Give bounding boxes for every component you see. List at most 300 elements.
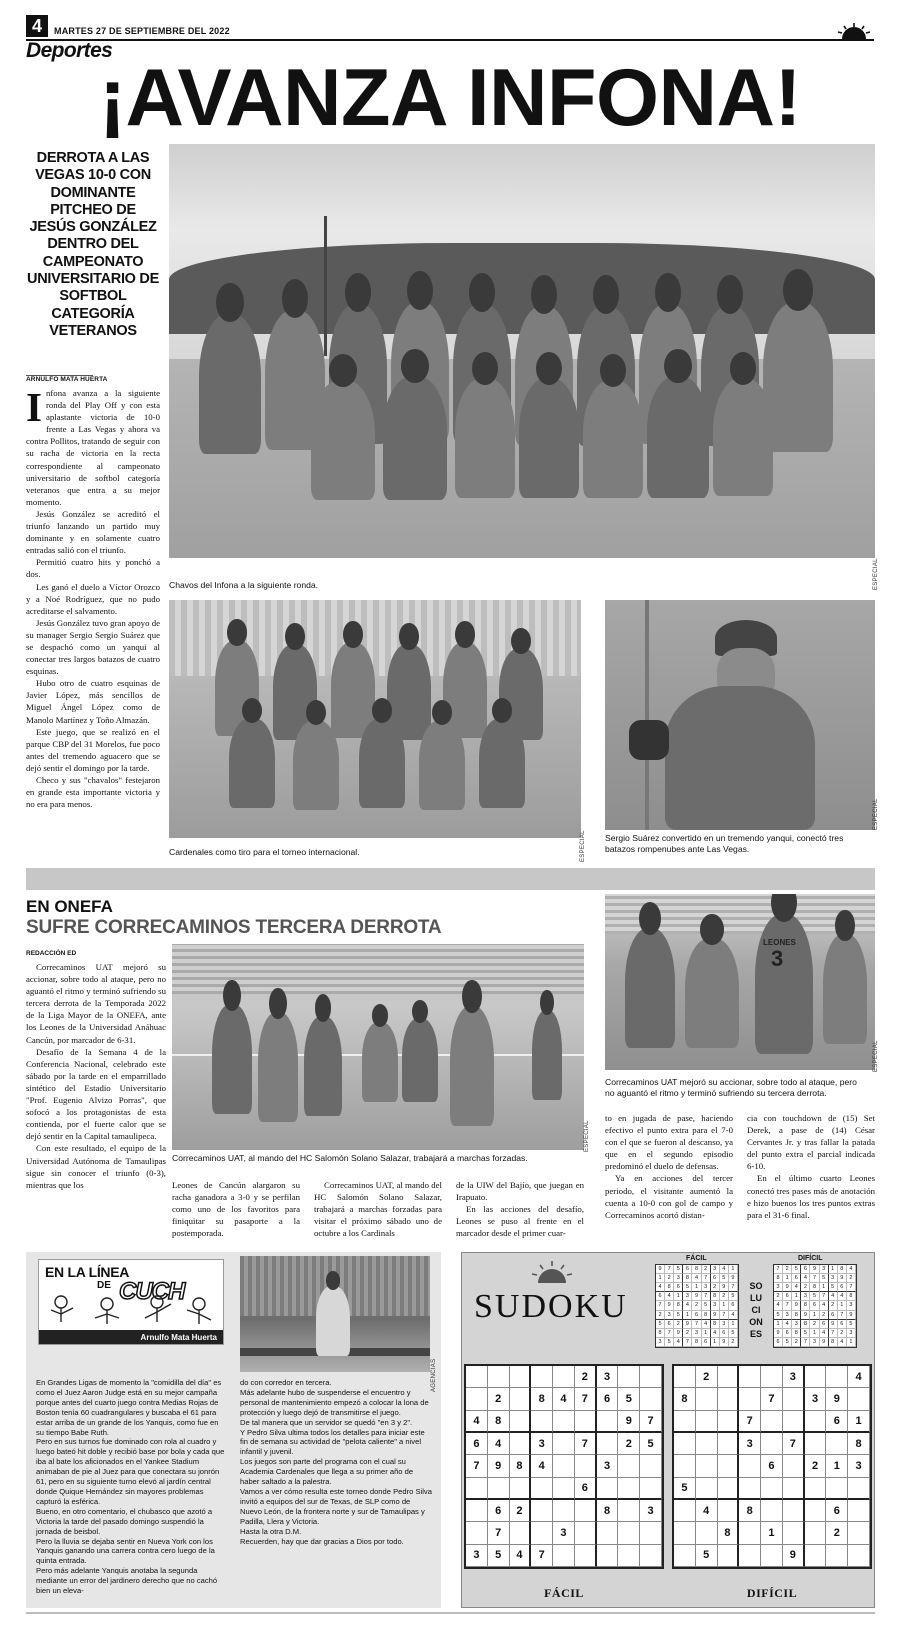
- sudoku-cell: [674, 1366, 696, 1388]
- sudoku-cell: [488, 1478, 510, 1500]
- solution-hard-label: DIFÍCIL: [798, 1255, 823, 1262]
- sudoku-cell: [761, 1478, 783, 1500]
- sudoku-cell: 3: [597, 1366, 619, 1388]
- sudoku-cell: 4: [510, 1545, 532, 1567]
- sudoku-cell: 1: [829, 1265, 838, 1274]
- solutions-label: [746, 1280, 766, 1340]
- sudoku-cell: [618, 1366, 640, 1388]
- sudoku-cell: 2: [674, 1320, 683, 1329]
- sudoku-cell: 3: [665, 1311, 674, 1320]
- sudoku-cell: 4: [711, 1329, 720, 1338]
- sudoku-cell: 1: [761, 1522, 783, 1544]
- batter-caption: Sergio Suárez convertido en un tremendo yanqui, conectó tres batazos rompenubes ante Las Vegas.: [605, 833, 844, 854]
- sudoku-cell: 2: [656, 1311, 665, 1320]
- sudoku-cell: [718, 1411, 740, 1433]
- sudoku-cell: [696, 1433, 718, 1455]
- sun-logo-icon: [836, 22, 872, 40]
- sudoku-cell: [597, 1545, 619, 1567]
- sudoku-cell: 4: [774, 1301, 783, 1310]
- sudoku-cell: 8: [510, 1455, 532, 1477]
- sudoku-cell: 4: [674, 1338, 683, 1347]
- sudoku-cell: 5: [792, 1265, 801, 1274]
- sudoku-cell: 7: [783, 1433, 805, 1455]
- sudoku-cell: 9: [829, 1320, 838, 1329]
- sudoku-cell: 2: [826, 1522, 848, 1544]
- column-paragraph: Y Pedro Silva ultima todos los detalles para iniciar este fin de semana su actividad de "pelota caliente" a nivel infantil y juvenil.: [240, 1427, 425, 1457]
- column-paragraph: De tal manera que un servidor se quedó "en 3 y 2".: [240, 1417, 413, 1427]
- sudoku-cell: 8: [718, 1522, 740, 1544]
- sudoku-cell: 6: [720, 1329, 729, 1338]
- sudoku-cell: [640, 1478, 662, 1500]
- sudoku-cell: 8: [656, 1329, 665, 1338]
- sudoku-cell: 9: [618, 1411, 640, 1433]
- sudoku-cell: 8: [792, 1311, 801, 1320]
- sudoku-cell: 5: [696, 1545, 718, 1567]
- sudoku-cell: 7: [847, 1283, 856, 1292]
- column-logo-line2: DE: [97, 1280, 111, 1291]
- sudoku-cell: 7: [702, 1292, 711, 1301]
- sudoku-cell: 7: [829, 1329, 838, 1338]
- sudoku-cell: [618, 1545, 640, 1567]
- sudoku-cell: [510, 1366, 532, 1388]
- hard-grid-label: DIFÍCIL: [746, 1586, 798, 1600]
- story-paragraph: Jesús González tuvo gran apoyo de su manager Sergio Sergio Suárez que se despachó como un yanqui al conectar tres largos batazos de cuatro esquinas.: [26, 617, 160, 677]
- sudoku-cell: [553, 1455, 575, 1477]
- sudoku-cell: [696, 1411, 718, 1433]
- column-paragraph: Hasta la otra D.M.: [240, 1526, 302, 1536]
- sudoku-cell: 1: [810, 1329, 819, 1338]
- easy-grid-label: FÁCIL: [544, 1586, 584, 1600]
- sudoku-cell: 6: [801, 1265, 810, 1274]
- story-paragraph: Jesús González se acreditó el triunfo lanzando un partido muy dominante y en solamente cuatro entradas salió con el triunfo.: [26, 508, 160, 556]
- story-paragraph: Correcaminos UAT, al mando del HC Salomón Solano Salazar, trabajará a marchas forzadas para visitar el próximo sábado uno de octubre a los Cardinals: [314, 1180, 442, 1239]
- sudoku-cell: 7: [739, 1411, 761, 1433]
- masthead-rule: [26, 39, 874, 41]
- sudoku-cell: 9: [711, 1311, 720, 1320]
- sudoku-cell: 1: [783, 1274, 792, 1283]
- sudoku-cell: 8: [848, 1433, 870, 1455]
- column-paragraph: Pero en sus turnos fue dominado con rola al cuadro y luego bateó hit doble y recibió base por bola y cada que iba al bate los aficionados en el Yankee Stadium animaban de pie al Juez para que conectara su jonrón 61, pero en su siguiente turno elevó al jardín central donde Quique Hernández sin mayores problemas capturó la esférica.: [36, 1437, 225, 1506]
- onefa-col-2: [172, 1179, 300, 1239]
- sudoku-cell: 2: [665, 1274, 674, 1283]
- sudoku-cell: [739, 1545, 761, 1567]
- column-left-text: [36, 1378, 226, 1596]
- sudoku-cell: 9: [683, 1320, 692, 1329]
- sudoku-cell: 4: [792, 1283, 801, 1292]
- sudoku-cell: 5: [729, 1292, 738, 1301]
- sudoku-cell: 4: [783, 1320, 792, 1329]
- sudoku-cell: 7: [761, 1388, 783, 1410]
- sudoku-cell: 4: [829, 1292, 838, 1301]
- sudoku-cell: 3: [801, 1292, 810, 1301]
- sudoku-cell: 2: [805, 1455, 827, 1477]
- sudoku-cell: 6: [488, 1500, 510, 1522]
- sudoku-cell: [531, 1500, 553, 1522]
- sudoku-title: SUDOKU: [474, 1288, 628, 1325]
- sudoku-cell: 3: [674, 1274, 683, 1283]
- sudoku-cell: 2: [692, 1301, 701, 1310]
- sudoku-cell: 6: [665, 1320, 674, 1329]
- sudoku-cell: [575, 1522, 597, 1544]
- story-paragraph: Ya en acciones del tercer periodo, el visitante aumentó la cuenta a 10-0 con gol de campo y Correcaminos acortó distan-: [605, 1173, 733, 1220]
- onefa-byline: REDACCIÓN ED: [26, 950, 77, 957]
- solutions-label-part: LU: [750, 1293, 762, 1303]
- sudoku-cell: 9: [783, 1283, 792, 1292]
- cartoon-figures-icon: [45, 1294, 217, 1328]
- sudoku-cell: 8: [774, 1274, 783, 1283]
- sudoku-cell: [466, 1522, 488, 1544]
- sudoku-cell: 1: [774, 1320, 783, 1329]
- hard-sudoku-grid: [672, 1364, 872, 1569]
- story-paragraph: Les ganó el duelo a Víctor Orozco y a Noé Rodríguez, que no pudo acreditarse el salvamento.: [26, 581, 160, 616]
- sudoku-cell: [553, 1411, 575, 1433]
- sudoku-cell: 9: [810, 1265, 819, 1274]
- sudoku-cell: 5: [702, 1301, 711, 1310]
- sudoku-cell: 8: [531, 1388, 553, 1410]
- sudoku-cell: 4: [683, 1301, 692, 1310]
- sudoku-cell: 5: [488, 1545, 510, 1567]
- column-right-text: [240, 1378, 434, 1546]
- sudoku-cell: [674, 1433, 696, 1455]
- sudoku-cell: 7: [466, 1455, 488, 1477]
- sudoku-cell: 7: [774, 1265, 783, 1274]
- sudoku-cell: [674, 1455, 696, 1477]
- sudoku-cell: 8: [792, 1329, 801, 1338]
- story-paragraph: cia con touchdown de (15) Set Derek, a pase de (14) César Cervantes Jr. y tras fallar la patada del punto extra el parcial indicada 6-10.: [747, 1113, 875, 1172]
- main-story-body: [26, 384, 160, 810]
- sudoku-cell: [696, 1388, 718, 1410]
- sudoku-cell: 8: [838, 1265, 847, 1274]
- sudoku-cell: 2: [702, 1265, 711, 1274]
- sudoku-cell: 4: [820, 1329, 829, 1338]
- sudoku-cell: 8: [665, 1283, 674, 1292]
- sudoku-cell: [805, 1411, 827, 1433]
- sudoku-cell: 2: [729, 1338, 738, 1347]
- bottom-rule: [26, 1612, 875, 1614]
- sudoku-cell: [510, 1522, 532, 1544]
- team-photo: [169, 144, 875, 558]
- column-paragraph: Recuerden, hay que dar gracias a Dios por todo.: [240, 1536, 404, 1546]
- sudoku-cell: [597, 1433, 619, 1455]
- sudoku-cell: 9: [820, 1338, 829, 1347]
- sudoku-cell: 4: [692, 1274, 701, 1283]
- sudoku-cell: [783, 1411, 805, 1433]
- sudoku-cell: 6: [597, 1388, 619, 1410]
- onefa-col-1: [26, 961, 166, 1191]
- sudoku-cell: [618, 1455, 640, 1477]
- sudoku-cell: 1: [820, 1283, 829, 1292]
- sudoku-cell: 3: [847, 1329, 856, 1338]
- sudoku-cell: 4: [696, 1500, 718, 1522]
- sudoku-cell: [510, 1478, 532, 1500]
- sudoku-cell: [575, 1455, 597, 1477]
- sudoku-cell: [531, 1411, 553, 1433]
- sudoku-cell: [575, 1411, 597, 1433]
- sudoku-cell: [640, 1522, 662, 1544]
- sudoku-cell: 6: [702, 1338, 711, 1347]
- page-number: 4: [31, 16, 42, 36]
- sudoku-cell: 2: [810, 1320, 819, 1329]
- sudoku-cell: [510, 1388, 532, 1410]
- sudoku-cell: 1: [692, 1283, 701, 1292]
- story-paragraph: Correcaminos UAT mejoró su accionar, sobre todo al ataque, pero no aguantó el ritmo y terminó sufriendo su tercera derrota de la Temporada 2022 de la Liga Mayor de la ONEFA, ante los Leones de la Universidad Anáhuac Cancún, por marcador de 6-31.: [26, 962, 166, 1045]
- story-paragraph: Checo y sus "chavalos" festejaron en grande esta importante victoria y no era para menos.: [26, 775, 160, 810]
- sudoku-cell: [826, 1478, 848, 1500]
- sudoku-cell: 6: [820, 1320, 829, 1329]
- sudoku-cell: 2: [820, 1311, 829, 1320]
- sudoku-cell: 7: [801, 1338, 810, 1347]
- sun-logo-icon: [530, 1260, 574, 1284]
- sudoku-cell: 1: [729, 1265, 738, 1274]
- solutions-label-part: SO: [749, 1281, 763, 1291]
- sudoku-cell: [783, 1455, 805, 1477]
- sudoku-cell: [848, 1500, 870, 1522]
- onefa-action-photo: [605, 894, 875, 1070]
- sudoku-cell: [575, 1500, 597, 1522]
- story-paragraph: Permitió cuatro hits y ponchó a dos.: [26, 557, 160, 580]
- sudoku-cell: 8: [739, 1500, 761, 1522]
- sudoku-cell: [718, 1366, 740, 1388]
- sudoku-cell: [718, 1455, 740, 1477]
- sudoku-cell: 9: [729, 1274, 738, 1283]
- sudoku-cell: [618, 1522, 640, 1544]
- sudoku-cell: [718, 1545, 740, 1567]
- sudoku-cell: 5: [618, 1388, 640, 1410]
- sudoku-cell: 5: [674, 1311, 683, 1320]
- sudoku-cell: [674, 1411, 696, 1433]
- byline: ARNULFO MATA HUERTA: [26, 376, 108, 383]
- sudoku-cell: [739, 1455, 761, 1477]
- sudoku-cell: 6: [826, 1411, 848, 1433]
- sudoku-cell: 5: [720, 1274, 729, 1283]
- sudoku-cell: [674, 1545, 696, 1567]
- sudoku-cell: 3: [829, 1274, 838, 1283]
- sudoku-cell: 8: [692, 1265, 701, 1274]
- sudoku-cell: 4: [801, 1274, 810, 1283]
- sudoku-cell: 5: [683, 1283, 692, 1292]
- cardenales-caption: Cardenales como tiro para el torneo internacional.: [169, 847, 360, 857]
- sudoku-cell: 3: [739, 1433, 761, 1455]
- sudoku-cell: 7: [531, 1545, 553, 1567]
- sudoku-cell: 1: [847, 1338, 856, 1347]
- sudoku-cell: 2: [774, 1292, 783, 1301]
- sudoku-cell: [805, 1433, 827, 1455]
- sudoku-cell: [488, 1366, 510, 1388]
- sudoku-cell: [597, 1411, 619, 1433]
- sudoku-cell: 1: [848, 1411, 870, 1433]
- story-paragraph: Este juego, que se realizó en el parque CBP del 31 Morelos, fue poco antes del tremendo aguacero que se dejó sentir el domingo por la tarde.: [26, 726, 160, 773]
- sudoku-cell: [466, 1388, 488, 1410]
- column-logo-word: CUCH: [119, 1278, 185, 1305]
- onefa-col-6: [747, 1112, 875, 1221]
- sudoku-cell: 9: [720, 1283, 729, 1292]
- sudoku-cell: 5: [665, 1338, 674, 1347]
- sudoku-cell: 2: [488, 1388, 510, 1410]
- sudoku-cell: [848, 1545, 870, 1567]
- story-paragraph: Leones de Cancún alargaron su racha ganadora a 3-0 y se perfilan como uno de los favoritos para finiquitar su pasaporte a la postemporada.: [172, 1180, 300, 1239]
- story-deck: DERROTA A LAS VEGAS 10-0 CON DOMINANTE PITCHEO DE JESÚS GONZÁLEZ DENTRO DEL CAMPEONATO UNIVERSITARIO DE SOFTBOL CATEGORÍA VETERANOS: [27, 150, 159, 339]
- sudoku-cell: [718, 1388, 740, 1410]
- sudoku-cell: 5: [729, 1329, 738, 1338]
- sudoku-cell: [640, 1455, 662, 1477]
- sudoku-cell: 3: [531, 1433, 553, 1455]
- sudoku-cell: 8: [488, 1411, 510, 1433]
- sudoku-cell: 7: [575, 1433, 597, 1455]
- sudoku-cell: 4: [702, 1320, 711, 1329]
- sudoku-cell: [575, 1545, 597, 1567]
- sudoku-cell: 4: [656, 1283, 665, 1292]
- sudoku-cell: 6: [838, 1283, 847, 1292]
- column-paragraph: Bueno, en otro comentario, el chubasco que azotó a Victoria la tarde del pasado domingo suspendió la jornada de beisbol.: [36, 1506, 213, 1536]
- onefa-col-3: [314, 1179, 442, 1239]
- story-paragraph: En el último cuarto Leones conectó tres pases más de anotación e hizo buenos los tres puntos extras para el 31-6 final.: [747, 1173, 875, 1220]
- sudoku-cell: 2: [575, 1366, 597, 1388]
- sudoku-cell: 7: [683, 1338, 692, 1347]
- sudoku-cell: 3: [792, 1320, 801, 1329]
- sudoku-cell: 3: [805, 1388, 827, 1410]
- sudoku-cell: [761, 1433, 783, 1455]
- easy-solution-grid: [655, 1264, 739, 1348]
- sudoku-cell: 8: [801, 1320, 810, 1329]
- sudoku-cell: [674, 1500, 696, 1522]
- sudoku-cell: 3: [683, 1292, 692, 1301]
- sudoku-cell: [531, 1478, 553, 1500]
- sudoku-cell: [805, 1366, 827, 1388]
- column-paragraph: do con corredor en tercera.: [240, 1378, 332, 1387]
- sudoku-cell: 5: [674, 1478, 696, 1500]
- column-paragraph: Más adelante hubo de suspenderse el encuentro y personal de mantenimiento empezó a colocar la lona de protección y luego dejó de transmitirse el juego.: [240, 1387, 429, 1417]
- sudoku-cell: [761, 1411, 783, 1433]
- onefa-action-caption: Correcaminos UAT mejoró su accionar, sobre todo al ataque, pero no aguantó el ritmo y terminó sufriendo su tercera derrota.: [605, 1077, 857, 1098]
- sudoku-cell: [674, 1522, 696, 1544]
- sudoku-cell: 4: [848, 1366, 870, 1388]
- team-photo-caption: Chavos del Infona a la siguiente ronda.: [169, 580, 319, 590]
- column-paragraph: Vamos a ver cómo resulta este torneo donde Pedro Silva invitó a equipos del sur de Texas, de SLP como de Nuevo León, de la frontera norte y sur de Tamaulipas y Padilla, Llera y Victoria.: [240, 1486, 432, 1526]
- sudoku-cell: 5: [674, 1265, 683, 1274]
- batter-photo: [605, 600, 875, 830]
- photo-credit: ESPECIAL: [873, 1040, 879, 1072]
- sudoku-cell: 7: [656, 1301, 665, 1310]
- sudoku-cell: 8: [829, 1338, 838, 1347]
- sudoku-cell: 1: [683, 1311, 692, 1320]
- sudoku-cell: 7: [838, 1311, 847, 1320]
- jersey-text: LEONES: [763, 938, 796, 947]
- sudoku-cell: [466, 1478, 488, 1500]
- sudoku-cell: 9: [783, 1545, 805, 1567]
- sudoku-cell: 3: [783, 1311, 792, 1320]
- solution-easy-label: FÁCIL: [686, 1255, 707, 1262]
- story-paragraph: En las acciones del desafío, Leones se puso al frente en el marcador desde el primer cuar-: [456, 1204, 584, 1239]
- photo-credit: ESPECIAL: [873, 558, 879, 590]
- sudoku-cell: 9: [838, 1274, 847, 1283]
- column-paragraph: Pero la lluvia se dejaba sentir en Nueva York con los Yanquis ganando una carrera contra cero luego de la quinta entrada.: [36, 1536, 215, 1566]
- sudoku-cell: 8: [674, 1301, 683, 1310]
- story-paragraph: de la UIW del Bajío, que juegan en Irapuato.: [456, 1180, 584, 1203]
- sudoku-cell: [640, 1388, 662, 1410]
- sudoku-cell: 8: [597, 1500, 619, 1522]
- sudoku-cell: [739, 1522, 761, 1544]
- sudoku-cell: 1: [711, 1338, 720, 1347]
- sudoku-cell: [739, 1388, 761, 1410]
- sudoku-cell: 9: [801, 1311, 810, 1320]
- sudoku-cell: 3: [466, 1545, 488, 1567]
- sudoku-cell: [510, 1411, 532, 1433]
- sudoku-cell: 2: [711, 1283, 720, 1292]
- column-paragraph: En Grandes Ligas de momento la "comidilla del día" es como el Juez Aaron Judge está en su mejor campaña porque antes del cuarto juego contra Medias Rojas de Boston tenía 60 cuadrangulares y buscaba el 61 para estar arriba de un grande de los Yanquis, como fue en su tiempo Babe Ruth.: [36, 1378, 222, 1437]
- sudoku-cell: 5: [640, 1433, 662, 1455]
- sudoku-cell: 6: [810, 1301, 819, 1310]
- sudoku-cell: 7: [702, 1274, 711, 1283]
- sudoku-cell: [718, 1478, 740, 1500]
- judge-photo: [240, 1256, 430, 1372]
- sudoku-cell: 3: [774, 1283, 783, 1292]
- sudoku-cell: 6: [774, 1338, 783, 1347]
- sudoku-cell: 8: [847, 1292, 856, 1301]
- sudoku-cell: 5: [656, 1320, 665, 1329]
- easy-sudoku-grid: [464, 1364, 664, 1569]
- story-paragraph: Desafío de la Semana 4 de la Conferencia Nacional, celebrado este sábado por la tarde en el emparrillado sintético del Estadio Universitario "Prof. Eugenio Alvizo Porras", que sofocó a los protagonistas de esta contienda, por el fuerte calor que se dejó sentir en la Capital tamaulipeca.: [26, 1046, 166, 1142]
- sudoku-cell: 5: [829, 1283, 838, 1292]
- sudoku-cell: [805, 1522, 827, 1544]
- column-logo: [38, 1259, 224, 1345]
- sudoku-cell: [466, 1366, 488, 1388]
- sudoku-cell: 9: [692, 1292, 701, 1301]
- main-headline: ¡AVANZA INFONA!: [99, 53, 801, 143]
- sudoku-cell: 9: [826, 1388, 848, 1410]
- sudoku-cell: 4: [553, 1388, 575, 1410]
- sudoku-cell: 4: [531, 1455, 553, 1477]
- story-paragraph: to en jugada de pase, haciendo efectivo el punto extra para el 7-0 con el que se fueron al descanso, ya que en el segundo episodio predominó el duelo de defensas.: [605, 1113, 733, 1172]
- photo-credit: ESPECIAL: [873, 798, 879, 830]
- column-paragraph: Los juegos son parte del programa con el cual su Academia Cardenales que llega a su primer año de haber saltado a la palestra.: [240, 1457, 414, 1487]
- sudoku-cell: [718, 1500, 740, 1522]
- byline-rule: [26, 375, 93, 376]
- sudoku-cell: 5: [783, 1338, 792, 1347]
- sudoku-cell: 6: [829, 1311, 838, 1320]
- onefa-kicker: EN ONEFA: [26, 897, 113, 916]
- sudoku-cell: 4: [488, 1433, 510, 1455]
- sudoku-cell: [826, 1433, 848, 1455]
- sudoku-cell: [761, 1500, 783, 1522]
- section-divider: [26, 868, 875, 890]
- sudoku-cell: [553, 1545, 575, 1567]
- sudoku-cell: 2: [838, 1329, 847, 1338]
- sudoku-cell: [805, 1478, 827, 1500]
- sudoku-cell: 3: [711, 1265, 720, 1274]
- sudoku-cell: 9: [656, 1265, 665, 1274]
- sudoku-cell: [783, 1500, 805, 1522]
- sudoku-cell: 2: [683, 1329, 692, 1338]
- solutions-label-part: ON: [749, 1317, 763, 1327]
- sudoku-cell: 3: [692, 1329, 701, 1338]
- sudoku-cell: 8: [683, 1274, 692, 1283]
- solutions-label-part: ES: [749, 1329, 762, 1339]
- sudoku-cell: 4: [466, 1411, 488, 1433]
- sudoku-cell: 7: [810, 1274, 819, 1283]
- column-paragraph: Pero más adelante Yanquis anotaba la segunda mediante un error del jardinero derecho que no cachó bien un eleva-: [36, 1566, 218, 1596]
- onefa-huddle-photo: [172, 944, 584, 1150]
- sudoku-cell: [696, 1455, 718, 1477]
- photo-credit: AGENCIAS: [431, 1358, 437, 1392]
- sudoku-cell: 6: [792, 1274, 801, 1283]
- sudoku-cell: [761, 1545, 783, 1567]
- sudoku-cell: 6: [711, 1274, 720, 1283]
- sudoku-cell: 9: [720, 1338, 729, 1347]
- sudoku-cell: [597, 1478, 619, 1500]
- sudoku-cell: 8: [674, 1388, 696, 1410]
- sudoku-cell: 7: [575, 1388, 597, 1410]
- sudoku-cell: 5: [801, 1329, 810, 1338]
